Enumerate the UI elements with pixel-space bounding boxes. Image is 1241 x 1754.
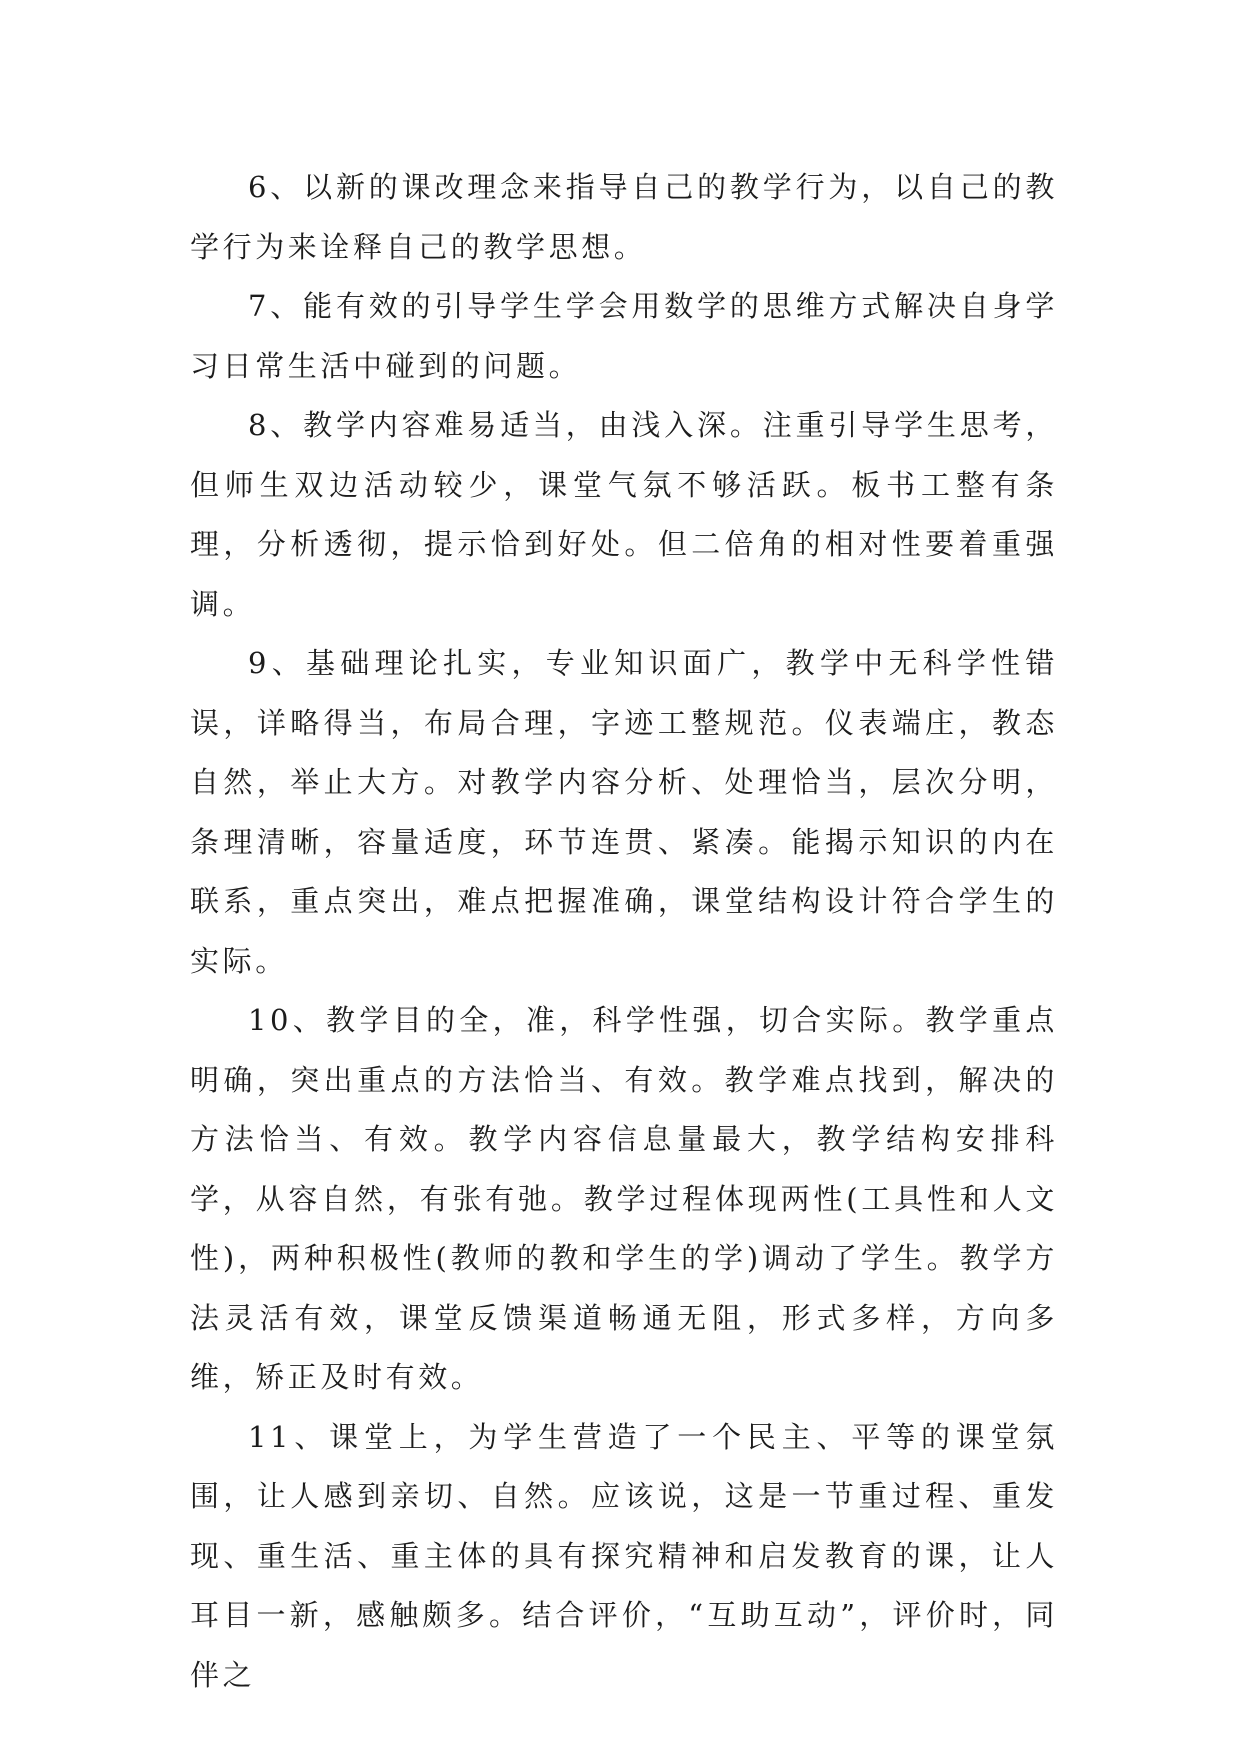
- document-body: [190, 158, 1058, 1705]
- paragraph-8: 8、教学内容难易适当，由浅入深。注重引导学生思考，但师生双边活动较少，课堂气氛不够活跃。板书工整有条理，分析透彻，提示恰到好处。但二倍角的相对性要着重强调。: [190, 408, 1058, 621]
- paragraph-11: 11、课堂上，为学生营造了一个民主、平等的课堂氛围，让人感到亲切、自然。应该说，这是一节重过程、重发现、重生活、重主体的具有探究精神和启发教育的课，让人耳目一新，感触颇多。结合评价，“互助互动”，评价时，同伴之: [190, 1419, 1058, 1692]
- paragraph-7: 7、能有效的引导学生学会用数学的思维方式解决自身学习日常生活中碰到的问题。: [190, 289, 1058, 383]
- paragraph-10: 10、教学目的全，准，科学性强，切合实际。教学重点明确，突出重点的方法恰当、有效。教学难点找到，解决的方法恰当、有效。教学内容信息量最大，教学结构安排科学，从容自然，有张有弛。教学过程体现两性(工具性和人文性)，两种积极性(教师的教和学生的学)调动了学生。教学方法灵活有效，课堂反馈渠道畅通无阻，形式多样，方向多维，矫正及时有效。: [190, 1003, 1058, 1394]
- paragraph-9: 9、基础理论扎实，专业知识面广，教学中无科学性错误，详略得当，布局合理，字迹工整规范。仪表端庄，教态自然，举止大方。对教学内容分析、处理恰当，层次分明，条理清晰，容量适度，环节连贯、紧凑。能揭示知识的内在联系，重点突出，难点把握准确，课堂结构设计符合学生的实际。: [190, 646, 1058, 978]
- paragraph-6: 6、以新的课改理念来指导自己的教学行为，以自己的教学行为来诠释自己的教学思想。: [190, 170, 1058, 264]
